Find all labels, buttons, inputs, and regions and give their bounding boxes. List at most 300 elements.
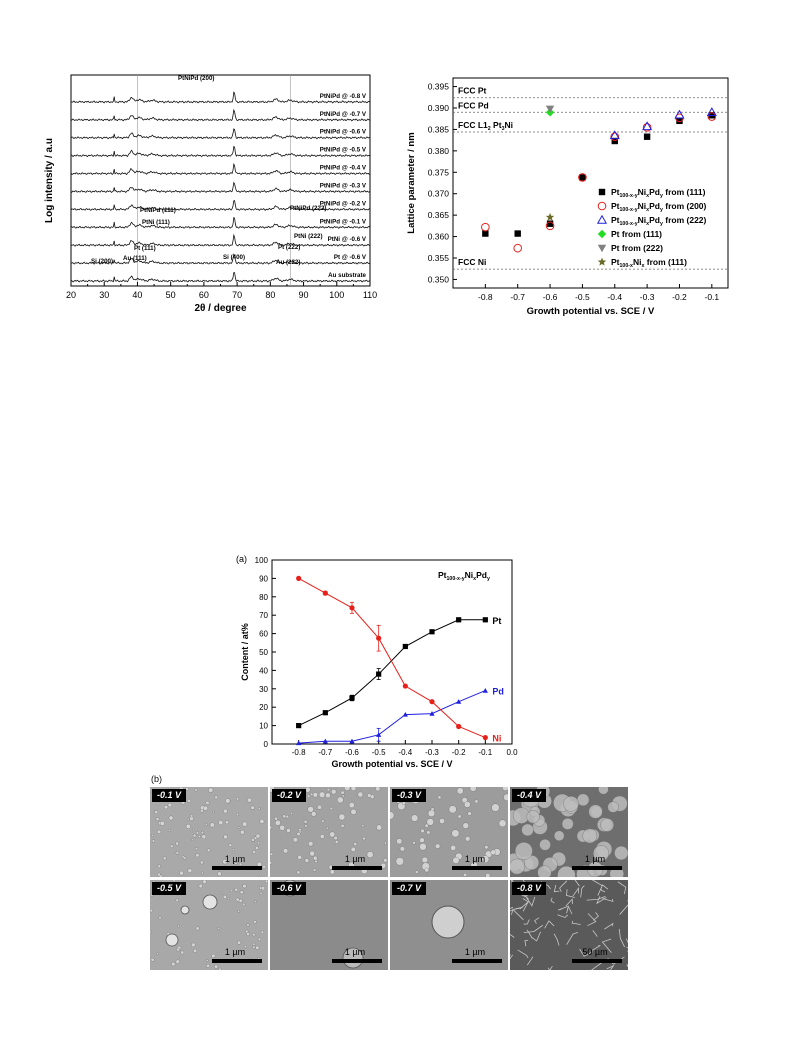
sem-grain: [400, 847, 405, 852]
sem-grain: [253, 920, 256, 923]
sem-grain: [438, 796, 441, 799]
legend-label: $Pt_{100-x-y}Ni_xPd_y$ from (200): [611, 201, 707, 214]
sem-grain: [235, 888, 238, 891]
marker-diamond: [598, 230, 606, 238]
sem-grain: [422, 857, 428, 863]
sem-grain: [475, 800, 478, 803]
marker-square: [483, 617, 488, 622]
sem-grain: [242, 903, 245, 906]
sem-grain: [196, 927, 200, 931]
sem-grain: [330, 832, 335, 837]
y-axis-label: Content / at%: [240, 623, 250, 681]
trace-label: PtNiPd @ -0.5 V: [319, 146, 366, 154]
sem-grain: [228, 898, 230, 900]
sem-grain: [425, 824, 429, 828]
scale-bar-label: 1 µm: [464, 854, 486, 864]
peak-label: PtNiPd (222): [290, 205, 327, 212]
marker-triangle-down: [598, 245, 606, 252]
sem-grain: [470, 787, 476, 791]
sem-image: [390, 880, 508, 970]
sem-grain: [375, 787, 380, 791]
sem-grain: [190, 814, 193, 817]
sem-grain: [383, 858, 387, 862]
marker-square: [296, 723, 301, 728]
sem-grain: [334, 836, 338, 840]
sem-grain: [421, 829, 425, 833]
sem-grain: [236, 798, 239, 801]
sem-grain: [208, 788, 213, 793]
sem-grain: [589, 805, 603, 819]
sem-image: [510, 880, 628, 970]
trace-label: PtNiPd @ -0.1 V: [319, 218, 366, 226]
sem-grain: [255, 846, 258, 849]
marker-circle: [349, 605, 354, 610]
y-axis-label: Lattice parameter / nm: [406, 132, 417, 234]
reference-line-label: FCC $L1_2$ $Pt_3Ni$: [458, 120, 513, 133]
sem-grain: [327, 788, 330, 791]
sem-grain: [449, 806, 457, 814]
y-tick-label: 0.375: [427, 167, 449, 178]
sem-grain: [283, 848, 288, 853]
sem-grain: [351, 787, 356, 791]
peak-label: Pt (111): [134, 245, 156, 252]
y-tick-label: 0: [263, 740, 268, 749]
x-tick-label: 30: [99, 290, 110, 300]
y-tick-label: 0.360: [427, 231, 449, 242]
sem-grain: [411, 815, 418, 822]
sem-grain: [321, 820, 324, 823]
marker-circle: [376, 636, 381, 641]
sem-grain: [313, 869, 316, 872]
y-tick-label: 40: [259, 666, 268, 676]
x-tick-label: -0.6: [345, 748, 359, 757]
sem-grain: [270, 853, 273, 856]
x-tick-label: 100: [329, 290, 345, 300]
sem-grain: [341, 824, 344, 827]
sem-particle: [166, 934, 178, 946]
x-tick-label: 50: [165, 290, 176, 300]
x-tick-label: -0.1: [704, 292, 720, 302]
sem-grain: [415, 871, 418, 874]
sem-grain: [238, 910, 240, 912]
sem-grain: [201, 872, 203, 874]
sem-grain: [298, 828, 301, 831]
marker-circle: [514, 244, 522, 252]
sem-grain: [342, 795, 344, 797]
x-tick-label: -0.2: [451, 748, 466, 757]
y-tick-label: 90: [259, 574, 268, 584]
sem-grain: [311, 811, 316, 816]
trace-label: PtNiPd @ -0.2 V: [319, 200, 366, 208]
y-tick-label: 0.385: [427, 124, 449, 135]
sem-grain: [157, 873, 160, 876]
trace-label: PtNi @ -0.6 V: [327, 236, 366, 244]
lattice-chart: [398, 60, 738, 330]
sem-grain: [468, 812, 472, 816]
series-line: [299, 620, 486, 726]
sem-grain: [562, 818, 573, 829]
sem-potential-label: -0.3 V: [392, 789, 426, 802]
sem-grain: [195, 789, 198, 792]
sem-grain: [198, 835, 201, 838]
sem-grain: [158, 865, 161, 868]
sem-grain: [251, 806, 255, 810]
scale-bar: [452, 866, 502, 870]
y-tick-label: 30: [259, 684, 268, 694]
y-tick-label: 80: [259, 592, 268, 602]
sem-grain: [205, 823, 207, 825]
sem-grain: [396, 838, 402, 844]
x-tick-label: 60: [198, 290, 209, 300]
sem-grain: [186, 824, 191, 829]
sem-grain: [458, 815, 461, 818]
scale-bar-label: 1 µm: [344, 947, 366, 957]
xrd-trace: [71, 273, 370, 282]
sem-particle: [432, 906, 464, 938]
sem-grain: [253, 933, 256, 936]
sem-grain: [240, 830, 244, 834]
x-tick-label: -0.4: [607, 292, 623, 302]
sem-grain: [339, 814, 345, 820]
sem-grain: [181, 951, 184, 954]
sem-grain: [176, 948, 179, 951]
sem-grain: [154, 810, 157, 813]
marker-square: [644, 134, 650, 140]
sem-grain: [317, 805, 321, 809]
marker-star: [546, 213, 554, 221]
sem-grain: [439, 818, 444, 823]
sem-grain: [310, 793, 313, 796]
sem-grain: [307, 795, 310, 798]
trace-label: PtNiPd @ -0.4 V: [319, 164, 366, 172]
sem-image: [270, 787, 388, 877]
sem-grain: [157, 803, 159, 805]
sem-grain: [188, 869, 192, 873]
x-tick-label: 0.0: [506, 748, 518, 757]
sem-grain: [159, 916, 162, 919]
sem-grain: [229, 844, 232, 847]
sem-grain: [230, 889, 233, 892]
sem-grain: [270, 861, 272, 864]
sem-grain: [261, 886, 265, 890]
sem-grain: [217, 872, 221, 876]
x-tick-label: -0.8: [478, 292, 493, 302]
sem-grain: [169, 816, 173, 820]
legend-label: $Pt_{100-x}Ni_x$ from (111): [611, 257, 687, 270]
y-tick-label: 100: [254, 556, 268, 565]
sem-grain: [464, 801, 470, 807]
scale-bar: [572, 866, 622, 870]
sem-potential-label: -0.2 V: [272, 789, 306, 802]
sem-grain: [232, 849, 234, 851]
y-tick-label: 0.370: [427, 188, 449, 199]
sem-grain: [245, 930, 248, 933]
x-axis-label: Growth potential vs. SCE / V: [526, 306, 655, 317]
sem-grain: [257, 842, 259, 844]
sem-grain: [219, 968, 222, 970]
sem-grain: [210, 823, 215, 828]
sem-grain: [163, 857, 166, 860]
sem-grain: [225, 798, 230, 803]
panel-label: (a): [236, 554, 247, 564]
marker-circle: [482, 223, 490, 231]
series-line: [299, 691, 486, 744]
sem-particle: [181, 906, 189, 914]
sem-grain: [237, 941, 241, 945]
sem-grain: [203, 880, 207, 884]
x-axis-label: 2θ / degree: [194, 303, 247, 314]
peak-label: Si (400): [223, 254, 246, 261]
sem-grain: [218, 820, 223, 825]
marker-triangle: [483, 688, 488, 693]
trace-label: Au substrate: [328, 272, 366, 279]
sem-grain: [577, 794, 589, 806]
sem-grain: [254, 900, 256, 902]
sem-grain: [207, 849, 210, 852]
scale-bar: [452, 959, 502, 963]
scale-bar-label: 1 µm: [584, 854, 606, 864]
peak-label: Au (222): [276, 259, 301, 266]
x-tick-label: -0.5: [371, 748, 386, 757]
sem-grain: [275, 820, 280, 825]
marker-circle: [483, 735, 488, 740]
reference-line-label: FCC Ni: [458, 257, 487, 268]
sem-potential-label: -0.4 V: [512, 789, 546, 802]
sem-grain: [187, 799, 191, 803]
x-tick-label: 20: [65, 290, 77, 300]
sem-grain: [214, 796, 217, 799]
sem-grain: [191, 839, 193, 841]
sem-image: [390, 787, 508, 877]
sem-grain: [236, 898, 239, 901]
sem-grain: [427, 831, 431, 835]
sem-potential-label: -0.8 V: [512, 882, 546, 895]
x-tick-label: 110: [362, 290, 378, 300]
sem-grain: [419, 843, 426, 850]
sem-grain: [499, 820, 506, 827]
sem-grain: [243, 884, 247, 888]
peak-label: Si (200): [91, 258, 114, 265]
trace-label: PtNiPd @ -0.7 V: [319, 110, 366, 118]
plot-frame: [71, 75, 370, 286]
scale-bar: [572, 959, 622, 963]
sem-grain: [206, 964, 209, 967]
sem-grain: [192, 828, 194, 830]
sem-grain: [280, 825, 285, 830]
sem-grain: [376, 825, 381, 830]
series-label: Pt: [492, 615, 502, 626]
sem-grain: [176, 960, 180, 964]
sem-image: [510, 787, 628, 877]
sem-grain: [286, 828, 290, 832]
marker-star: [598, 258, 606, 266]
sem-image: [150, 880, 268, 970]
sem-grain: [337, 797, 343, 803]
sem-grain: [351, 847, 356, 852]
peak-label: PtNi (111): [142, 219, 170, 226]
sem-grain: [351, 809, 357, 815]
sem-grain: [156, 817, 159, 820]
series-label: Ni: [492, 733, 502, 744]
sem-grain: [238, 827, 240, 829]
sem-grain: [260, 892, 262, 894]
sem-grain: [313, 792, 318, 797]
marker-circle: [296, 576, 301, 581]
sem-grain: [457, 788, 463, 794]
sem-grain: [297, 871, 300, 874]
xrd-trace: [71, 254, 370, 264]
sem-grain: [258, 807, 260, 809]
composition-annotation: $Pt_{100-x-y}Ni_xPd_y$: [438, 570, 490, 583]
sem-grain: [253, 943, 256, 946]
scale-bar-label: 1 µm: [224, 854, 246, 864]
marker-square: [376, 671, 381, 676]
sem-grain: [419, 838, 424, 843]
scale-bar-label: 50 µm: [582, 947, 608, 957]
scale-bar: [332, 959, 382, 963]
marker-square: [403, 644, 408, 649]
sem-grain: [554, 831, 564, 841]
reference-line-label: FCC Pd: [458, 100, 489, 111]
sem-grain: [608, 802, 619, 813]
sem-grain: [168, 830, 170, 832]
composition-chart: [228, 548, 528, 773]
marker-square: [547, 221, 553, 227]
sem-grain: [305, 858, 309, 862]
sem-grain: [261, 931, 264, 934]
sem-grain: [330, 807, 333, 810]
sem-grain: [225, 820, 229, 824]
sem-grain: [331, 789, 336, 794]
sem-grain: [258, 938, 261, 941]
sem-grain: [151, 834, 153, 836]
sem-grain: [212, 811, 214, 813]
trace-label: PtNiPd @ -0.8 V: [319, 92, 366, 100]
sem-image: [150, 787, 268, 877]
sem-potential-label: -0.5 V: [152, 882, 186, 895]
sem-grain: [170, 845, 173, 848]
y-tick-label: 20: [259, 703, 268, 713]
legend-label: $Pt_{100-x-y}Ni_xPd_y$ from (222): [611, 215, 707, 228]
peak-label: Pt (222): [278, 244, 301, 251]
sem-grain: [425, 868, 429, 872]
x-tick-label: 40: [132, 290, 143, 300]
peak-label: PtNiPd (200): [178, 75, 215, 82]
scale-bar-label: 1 µm: [464, 947, 486, 957]
sem-grain: [527, 810, 540, 823]
marker-square: [515, 230, 521, 236]
sem-grain: [217, 927, 219, 929]
sem-grain: [164, 805, 168, 809]
sem-grain: [563, 796, 578, 811]
sem-grain: [201, 831, 204, 834]
sem-grain: [486, 873, 491, 877]
legend-label: Pt from (222): [611, 243, 663, 253]
marker-square: [323, 710, 328, 715]
y-tick-label: 0.355: [427, 253, 449, 263]
sem-grain: [341, 791, 345, 795]
legend-label: Pt from (111): [611, 229, 663, 239]
sem-grain: [522, 824, 534, 836]
scale-bar: [212, 959, 262, 963]
sem-grain: [200, 809, 203, 812]
sem-grain: [199, 884, 203, 888]
marker-circle: [403, 683, 408, 688]
marker-square: [579, 174, 585, 180]
sem-image: [270, 880, 388, 970]
xrd-chart: [40, 60, 380, 320]
sem-grain: [178, 925, 180, 927]
sem-grain: [452, 830, 460, 838]
sem-grain: [236, 813, 239, 816]
scale-bar: [212, 866, 262, 870]
sem-grain: [152, 840, 155, 843]
sem-grain: [326, 827, 328, 829]
sem-grain: [193, 949, 197, 953]
x-tick-label: 90: [298, 290, 309, 300]
sem-grain: [157, 830, 161, 834]
sem-grain: [180, 957, 182, 959]
sem-grain: [176, 899, 179, 902]
sem-grain: [330, 870, 335, 875]
y-tick-label: 0.380: [427, 145, 449, 156]
y-tick-label: 70: [259, 611, 268, 621]
sem-grain: [171, 962, 175, 966]
sem-grain: [214, 965, 218, 969]
sem-grain: [247, 924, 250, 927]
sem-grain: [298, 855, 302, 859]
sem-grain: [179, 871, 183, 875]
sem-grain: [362, 837, 365, 840]
sem-grain: [413, 841, 416, 844]
peak-label: PtNi (222): [294, 233, 323, 240]
sem-grain: [485, 845, 489, 849]
sem-grain: [184, 857, 187, 860]
sem-grain: [283, 815, 286, 818]
marker-circle: [323, 591, 328, 596]
sem-grain: [539, 839, 550, 850]
sem-grain: [538, 866, 552, 877]
sem-grain: [265, 880, 268, 883]
sem-grain: [203, 806, 207, 810]
marker-square: [349, 695, 354, 700]
x-axis-label: Growth potential vs. SCE / V: [331, 759, 453, 769]
sem-grain: [308, 841, 313, 846]
sem-potential-label: -0.7 V: [392, 882, 426, 895]
sem-grain: [293, 837, 298, 842]
sem-grain: [465, 836, 470, 841]
sem-grain: [240, 890, 244, 894]
sem-grain: [325, 793, 330, 798]
sem-grain: [187, 818, 189, 820]
sem-grain: [270, 826, 272, 830]
sem-grain: [451, 845, 456, 850]
panel-b-label: (b): [151, 774, 162, 784]
sem-grain: [358, 792, 363, 797]
scale-bar: [332, 866, 382, 870]
sem-grain: [305, 825, 308, 828]
x-tick-label: -0.3: [639, 292, 655, 302]
sem-grain: [313, 856, 317, 860]
sem-grain: [349, 802, 355, 808]
sem-grain: [223, 809, 227, 813]
sem-grain: [223, 895, 227, 899]
sem-grain: [168, 803, 172, 807]
peak-label: PtNiPd (111): [140, 207, 176, 214]
scale-bar-label: 1 µm: [224, 947, 246, 957]
sem-grain: [160, 821, 165, 826]
sem-grain: [254, 837, 257, 840]
